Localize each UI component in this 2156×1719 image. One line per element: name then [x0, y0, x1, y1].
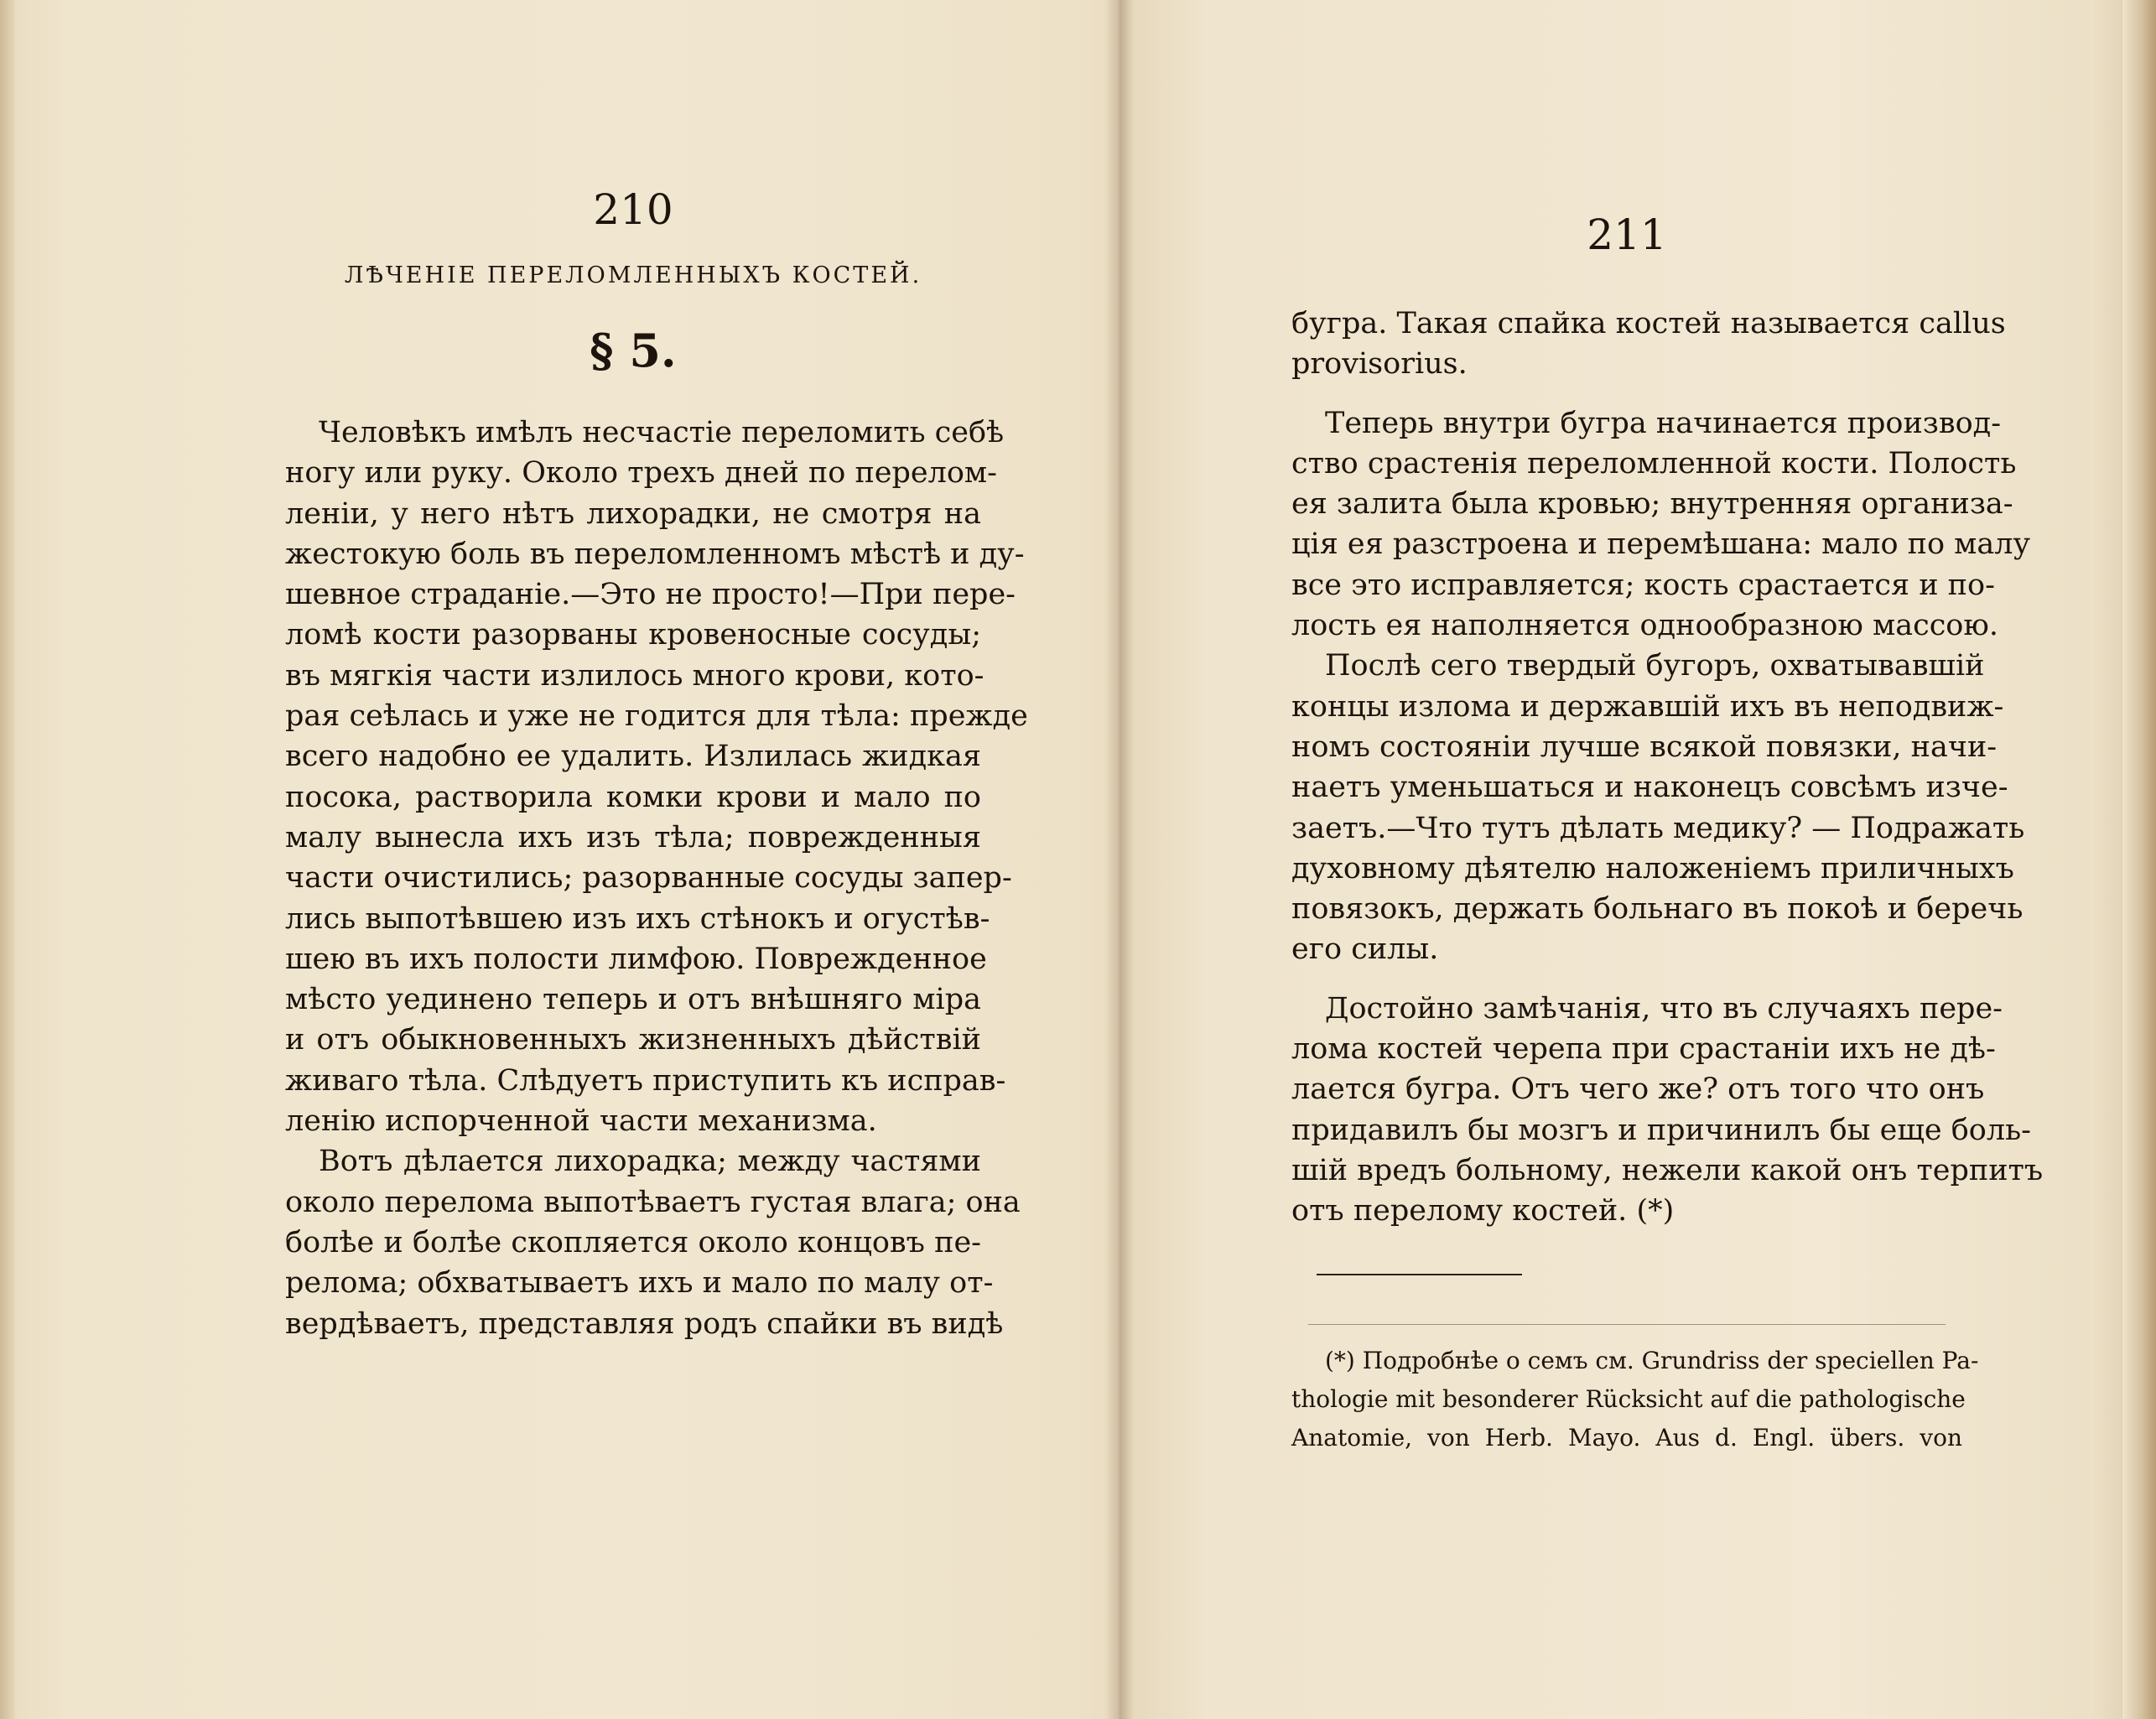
text-line: ленію испорченной части механизма.: [285, 1104, 877, 1139]
text-line: Послѣ сего твердый бугоръ, охватывавшій: [1325, 649, 1985, 683]
text-line: живаго тѣла. Слѣдуетъ приступить къ исправ-: [285, 1063, 1006, 1098]
text-line: всего надобно ее удалить. Излилась жидкая: [285, 740, 981, 774]
text-line: Теперь внутри бугра начинается производ-: [1325, 406, 2002, 440]
right-page-text: [1291, 304, 2044, 1232]
left-page-text: [285, 413, 1028, 1344]
text-line: ломѣ кости разорваны кровеносные сосуды;: [285, 618, 981, 652]
book-gutter: [1105, 0, 1134, 1719]
page-number-left: 210: [593, 185, 673, 234]
footnote-line: Anatomie, von Herb. Mayo. Aus d. Engl. übers. von: [1291, 1423, 1962, 1452]
text-line: Человѣкъ имѣлъ несчастіе переломить себѣ: [319, 416, 1005, 449]
text-line: шевное страданіе.—Это не просто!—При пере-: [285, 578, 1016, 612]
right-page-edge: [2122, 0, 2156, 1719]
text-line: и отъ обыкновенныхъ жизненныхъ дѣйствій: [285, 1023, 981, 1057]
footnote-rule: [1317, 1274, 1522, 1275]
text-line: придавилъ бы мозгъ и причинилъ бы еще боль-: [1291, 1113, 2031, 1147]
text-line: посока, растворила комки крови и мало по: [285, 780, 981, 814]
left-page: [285, 184, 1028, 1344]
footnote: [1291, 1342, 1979, 1457]
text-line: provisorius.: [1291, 347, 1468, 382]
footnote-line: (*) Подробнѣе о семъ см. Grundriss der speciellen Pa-: [1325, 1346, 1979, 1374]
text-line: болѣе и болѣе скопляется около концовъ пе-: [285, 1225, 981, 1259]
text-line: Вотъ дѣлается лихорадка; между частями: [319, 1145, 981, 1179]
page-number-right: 211: [1587, 210, 1667, 259]
text-line: ція ея разстроена и перемѣшана: мало по малу: [1291, 527, 2031, 562]
text-line: лается бугра. Отъ чего же? отъ того что онъ: [1291, 1072, 1985, 1107]
right-page: [1291, 210, 2044, 1457]
text-line: духовному дѣятелю наложеніемъ приличныхъ: [1291, 851, 2014, 885]
text-line: шею въ ихъ полости лимфою. Поврежденное: [285, 942, 987, 976]
text-line: все это исправляется; кость срастается и по-: [1291, 568, 1995, 602]
running-head: ЛѢЧЕНІЕ ПЕРЕЛОМЛЕННЫХЪ КОСТЕЙ.: [344, 262, 922, 288]
text-line: леніи, у него нѣтъ лихорадки, не смотря на: [285, 496, 981, 531]
text-line: въ мягкія части излилось много крови, кото-: [285, 658, 984, 693]
footnote-line: thologie mit besonderer Rücksicht auf die pathologische: [1291, 1384, 1966, 1413]
text-line: ногу или руку. Около трехъ дней по перелом-: [285, 456, 997, 491]
text-line: ея залита была кровью; внутренняя организа-: [1291, 487, 2013, 522]
text-line: около перелома выпотѣваетъ густая влага; она: [285, 1185, 1021, 1219]
section-heading: § 5.: [590, 324, 677, 377]
text-line: наетъ уменьшаться и наконецъ совсѣмъ изче-: [1291, 771, 2008, 805]
text-line: Достойно замѣчанія, что въ случаяхъ пере-: [1325, 991, 2003, 1026]
text-line: лома костей черепа при срастаніи ихъ не дѣ-: [1291, 1032, 1996, 1067]
text-line: его силы.: [1291, 932, 1439, 967]
text-line: мѣсто уединено теперь и отъ внѣшняго міра: [285, 983, 981, 1017]
text-line: заетъ.—Что тутъ дѣлать медику? — Подражать: [1291, 811, 2025, 845]
text-line: концы излома и державшій ихъ въ неподвиж-: [1291, 689, 2004, 724]
left-page-edge: [0, 0, 15, 1719]
text-line: лись выпотѣвшею изъ ихъ стѣнокъ и огустѣв-: [285, 901, 990, 936]
footnote-divider: [1308, 1324, 1946, 1325]
text-line: малу вынесла ихъ изъ тѣла; поврежденныя: [285, 820, 981, 854]
text-line: лость ея наполняется однообразною массою.: [1291, 609, 1998, 643]
text-line: вердѣваетъ, представляя родъ спайки въ видѣ: [285, 1306, 1004, 1341]
text-line: жестокую боль въ переломленномъ мѣстѣ и ду-: [285, 537, 1025, 571]
text-line: отъ перелому костей. (*): [1291, 1194, 1675, 1228]
text-line: ство срастенія переломленной кости. Полость: [1291, 446, 2017, 480]
text-line: номъ состояніи лучше всякой повязки, начи-: [1291, 730, 1998, 764]
text-line: релома; обхватываетъ ихъ и мало по малу от-: [285, 1266, 994, 1301]
text-line: части очистились; разорванные сосуды запер-: [285, 861, 1012, 896]
text-line: повязокъ, держать больнаго въ покоѣ и беречь: [1291, 892, 2024, 927]
text-line: бугра. Такая спайка костей называется callus: [1291, 307, 2006, 340]
text-line: рая сеѣлась и уже не годится для тѣла: прежде: [285, 699, 1028, 734]
text-line: шій вредъ больному, нежели какой онъ терпитъ: [1291, 1153, 2044, 1187]
